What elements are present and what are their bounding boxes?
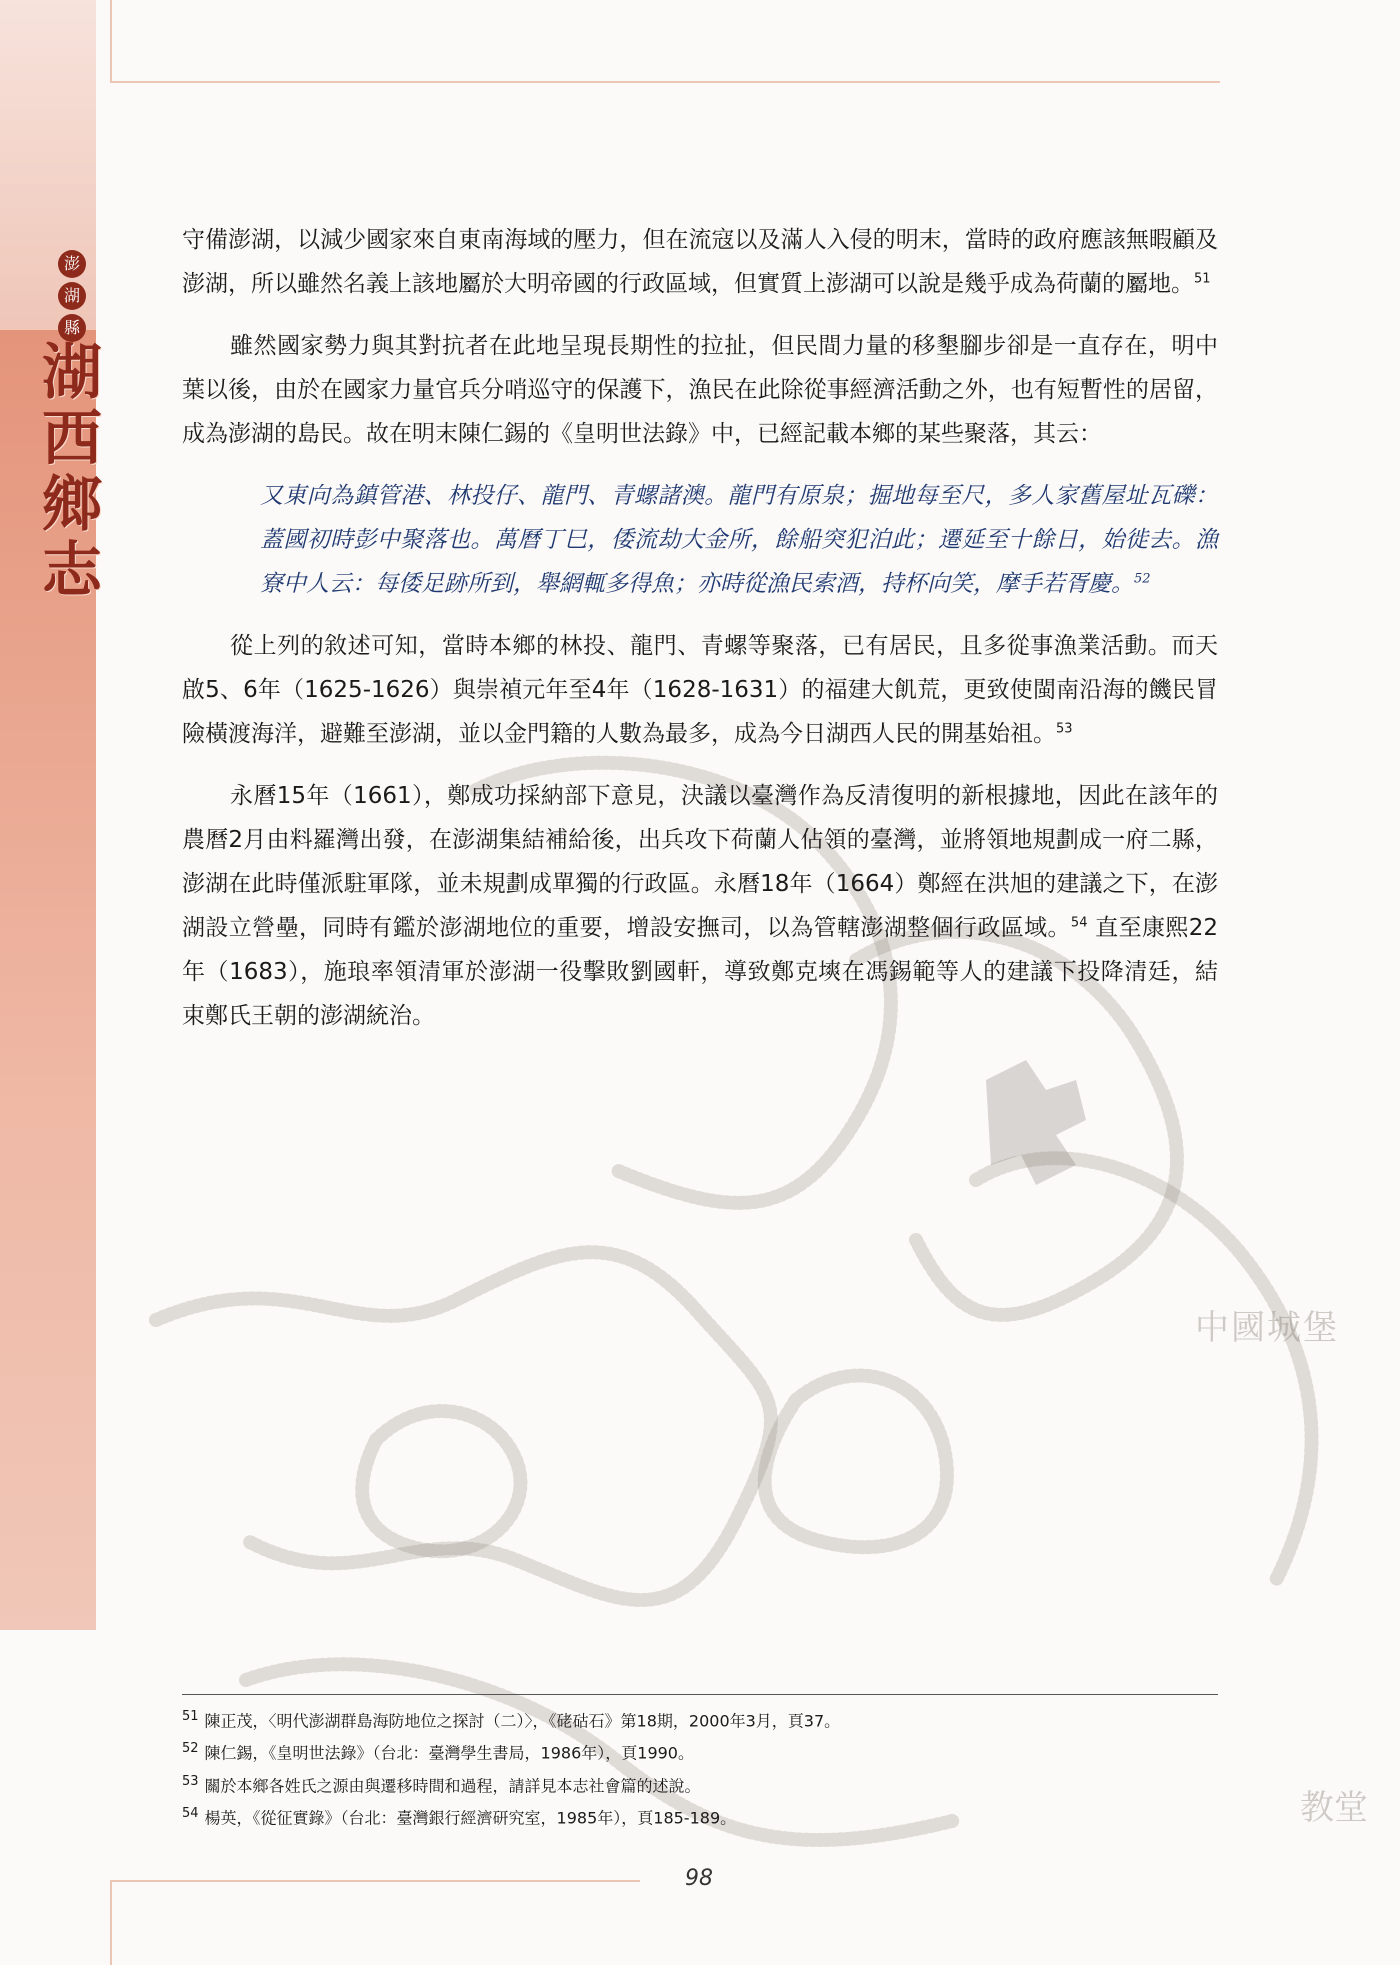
county-char-3: 縣 <box>58 314 86 342</box>
paragraph-1 <box>182 218 1218 306</box>
footnote-ref[interactable]: 51 <box>1194 271 1211 287</box>
footnote-ref[interactable]: 54 <box>1070 915 1088 931</box>
footnote-text: 關於本鄉各姓氏之源由與遷移時間和過程，請詳見本志社會篇的述說。 <box>204 1775 701 1795</box>
map-label-classroom: 教堂 <box>1300 1788 1368 1828</box>
paragraph-text: 雖然國家勢力與其對抗者在此地呈現長期性的拉扯，但民間力量的移墾腳步卻是一直存在，明中葉以後，由於在國家力量官兵分哨巡守的保護下，漁民在此除從事經濟活動之外，也有短暫性的居留，成為澎湖的島民。故在明末陳仁錫的《皇明世法錄》中，已經記載本鄉的某些聚落，其云： <box>182 333 1218 447</box>
paragraph-text: 從上列的敘述可知，當時本鄉的林投、龍門、青螺等聚落，已有居民，且多從事漁業活動。而天啟5、6年（1625-1626）與崇禎元年至4年（1628-1631）的福建大飢荒，更致使閩南沿海的饑民冒險橫渡海洋，避難至澎湖，並以金門籍的人數為最多，成為今日湖西人民的開基始祖。 <box>182 633 1218 747</box>
footnote-item <box>182 1735 1218 1767</box>
footnote-number: 54 <box>182 1805 199 1821</box>
block-quote <box>260 474 1218 606</box>
book-title: 湖西鄉志 <box>32 340 102 604</box>
footnote-number: 52 <box>182 1741 199 1757</box>
footnote-item <box>182 1768 1218 1800</box>
paragraph-4 <box>182 774 1218 1038</box>
footer-vline <box>110 1880 112 1965</box>
footnote-item <box>182 1800 1218 1832</box>
header-vline <box>110 0 112 83</box>
map-label-fort: 中國城堡 <box>1195 1308 1339 1348</box>
county-label <box>58 250 88 342</box>
quote-text: 又東向為鎮管港、林投仔、龍門、青螺諸澳。龍門有原泉；掘地每至尺，多人家舊屋址瓦礫：蓋國初時彭中聚落也。萬曆丁巳，倭流劫大金所，餘船突犯泊此；遷延至十餘日，始徙去。漁寮中人云：每倭足跡所到，舉網輒多得魚；亦時從漁民索酒，持杯向笑，摩手若胥慶。 <box>260 483 1218 597</box>
county-char-1: 澎 <box>58 250 86 278</box>
footnote-text: 楊英，《從征實錄》（台北：臺灣銀行經濟研究室，1985年），頁185-189。 <box>204 1808 737 1828</box>
paragraph-3 <box>182 624 1218 756</box>
footnote-text: 陳正茂，〈明代澎湖群島海防地位之探討（二）〉，《硓𥑮石》第18期，2000年3月，頁37。 <box>204 1711 841 1731</box>
paragraph-text-continued: 直至康熙22年（1683），施琅率領清軍於澎湖一役擊敗劉國軒，導致鄭克塽在馮錫範等人的建議下投降清廷，結束鄭氏王朝的澎湖統治。 <box>182 915 1219 1029</box>
footer-rule <box>110 1880 640 1882</box>
paragraph-2 <box>182 324 1218 456</box>
footnotes <box>182 1694 1218 1832</box>
header-rule <box>110 81 1220 83</box>
footnote-item <box>182 1703 1218 1735</box>
paragraph-text: 守備澎湖，以減少國家來自東南海域的壓力，但在流寇以及滿人入侵的明末，當時的政府應該無暇顧及澎湖，所以雖然名義上該地屬於大明帝國的行政區域，但實質上澎湖可以說是幾乎成為荷蘭的屬地。 <box>182 227 1218 297</box>
footnote-number: 51 <box>182 1709 199 1724</box>
page-number: 98 <box>685 1866 713 1891</box>
county-char-2: 湖 <box>58 282 86 310</box>
paragraph-text: 永曆15年（1661），鄭成功採納部下意見，決議以臺灣作為反清復明的新根據地，因此在該年的農曆2月由料羅灣出發，在澎湖集結補給後，出兵攻下荷蘭人佔領的臺灣，並將領地規劃成一府二縣，澎湖在此時僅派駐軍隊，並未規劃成單獨的行政區。永曆18年（1664）鄭經在洪旭的建議之下，在澎湖設立營壘，同時有鑑於澎湖地位的重要，增設安撫司，以為管轄澎湖整個行政區域。 <box>182 783 1218 941</box>
footnote-number: 53 <box>182 1773 199 1789</box>
main-content <box>182 218 1218 1056</box>
footnote-divider <box>182 1694 1218 1695</box>
footnote-ref[interactable]: 53 <box>1056 721 1073 737</box>
footnote-text: 陳仁錫，《皇明世法錄》（台北：臺灣學生書局，1986年），頁1990。 <box>204 1743 694 1763</box>
footnote-ref[interactable]: 52 <box>1134 571 1151 587</box>
